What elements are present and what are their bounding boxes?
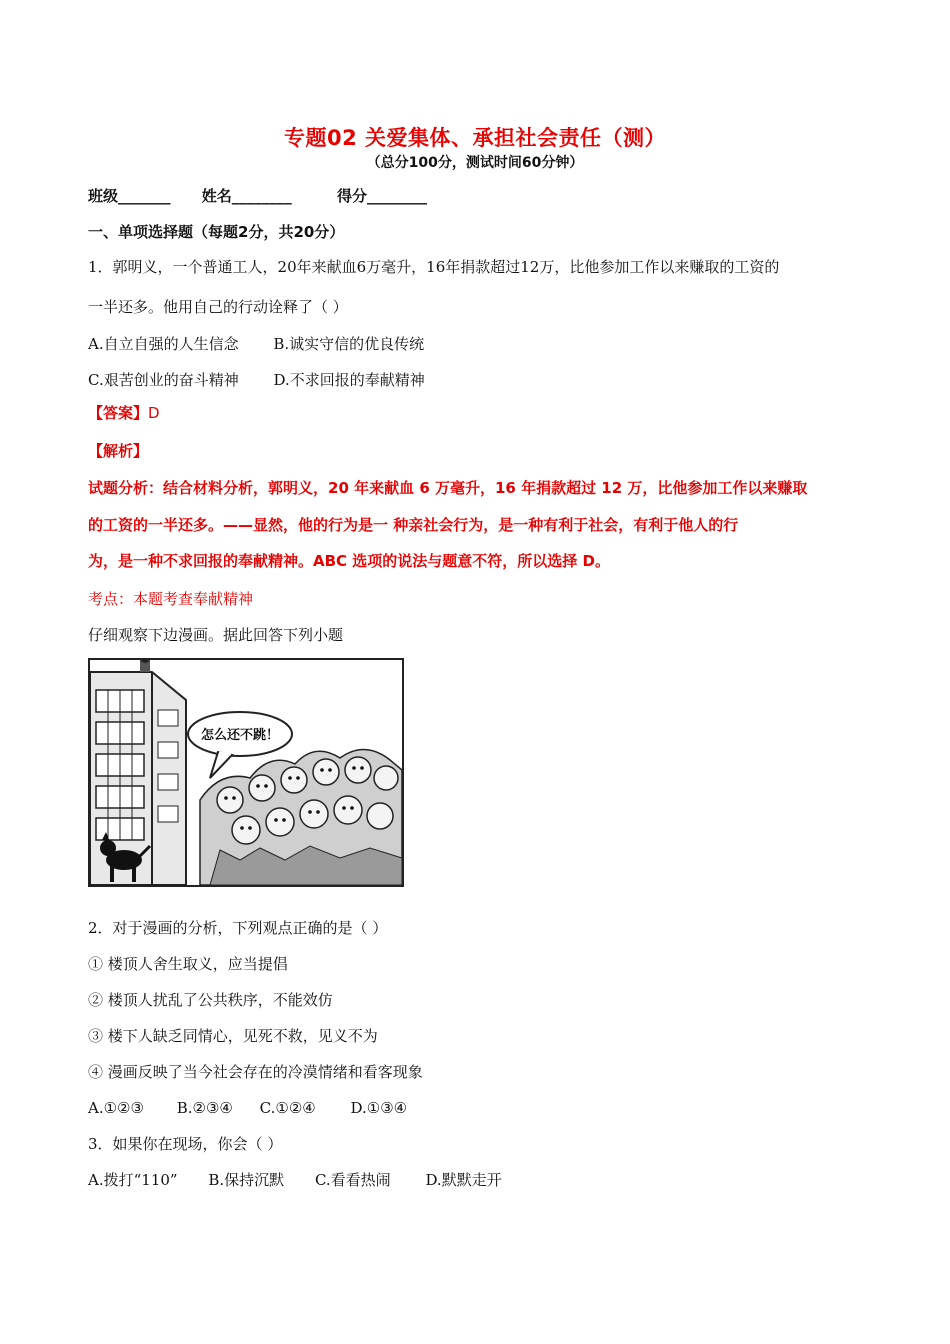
q2-item4: ④ 漫画反映了当今社会存在的冷漠情绪和看客现象 bbox=[88, 1063, 423, 1081]
name-label: 姓名________ bbox=[201, 187, 292, 205]
q1-option-c: C.艰苦创业的奋斗精神 bbox=[88, 371, 239, 389]
q1-option-d: D.不求回报的奉献精神 bbox=[273, 371, 425, 389]
q2-option-d: D.①③④ bbox=[350, 1099, 408, 1117]
q1-stem-line2: 一半还多。他用自己的行动诠释了（ ） bbox=[88, 298, 348, 316]
answer-label: 【答案】 bbox=[88, 404, 149, 422]
q2-options bbox=[88, 1098, 407, 1118]
comic-drawing bbox=[90, 660, 402, 885]
section-heading: 一、单项选择题（每题2分，共20分） bbox=[88, 223, 345, 241]
q3-stem: 3．如果你在现场，你会（ ） bbox=[88, 1135, 283, 1153]
q2-option-b: B.②③④ bbox=[176, 1099, 233, 1117]
page-subtitle: （总分100分，测试时间60分钟） bbox=[366, 155, 584, 171]
page-title: 专题02 关爱集体、承担社会责任（测） bbox=[283, 126, 667, 150]
q1-options-row1 bbox=[88, 334, 424, 354]
analysis-line2: 的工资的一半还多。——显然，他的行为是一 种亲社会行为，是一种有利于社会，有利于他人的行 bbox=[88, 516, 739, 534]
q2-item1: ① 楼顶人舍生取义，应当提倡 bbox=[88, 955, 288, 973]
score-row bbox=[88, 186, 427, 206]
q1-stem-line1: 1．郭明义，一个普通工人，20年来献血6万毫升，16年捐款超过12万，比他参加工作以来赚取的工资的 bbox=[88, 258, 780, 276]
crowd-icon bbox=[200, 749, 402, 885]
q1-point: 考点：本题考查奉献精神 bbox=[88, 590, 254, 608]
q2-item2: ② 楼顶人扰乱了公共秩序，不能效仿 bbox=[88, 991, 333, 1009]
analysis-label: 【解析】 bbox=[88, 442, 149, 460]
class-label: 班级_______ bbox=[88, 187, 171, 205]
q3-options bbox=[88, 1170, 502, 1190]
q3-option-c: C.看看热闹 bbox=[314, 1171, 391, 1189]
q2-option-a: A.①②③ bbox=[88, 1099, 144, 1117]
q2-stem: 2．对于漫画的分析，下列观点正确的是（ ） bbox=[88, 919, 388, 937]
q1-option-b: B.诚实守信的优良传统 bbox=[273, 335, 425, 353]
q2-item3: ③ 楼下人缺乏同情心，见死不救，见义不为 bbox=[88, 1027, 378, 1045]
answer-value: D bbox=[148, 404, 160, 422]
analysis-line1: 试题分析：结合材料分析，郭明义，20 年来献血 6 万毫升，16 年捐款超过 12 万，比他参加工作以来赚取 bbox=[88, 479, 808, 497]
speech-text: 怎么还不跳！ bbox=[200, 728, 280, 743]
q3-option-a: A.拨打“110” bbox=[88, 1171, 178, 1189]
score-label: 得分________ bbox=[337, 187, 428, 205]
comic-intro: 仔细观察下边漫画。据此回答下列小题 bbox=[88, 626, 344, 644]
q1-option-a: A.自立自强的人生信念 bbox=[88, 335, 239, 353]
q1-options-row2 bbox=[88, 370, 425, 390]
analysis-line3: 为，是一种不求回报的奉献精神。ABC 选项的说法与题意不符，所以选择 D。 bbox=[88, 552, 610, 570]
q1-answer bbox=[88, 403, 160, 423]
comic-illustration bbox=[88, 658, 404, 887]
q3-option-d: D.默默走开 bbox=[425, 1171, 502, 1189]
q3-option-b: B.保持沉默 bbox=[208, 1171, 285, 1189]
q2-option-c: C.①②④ bbox=[259, 1099, 316, 1117]
